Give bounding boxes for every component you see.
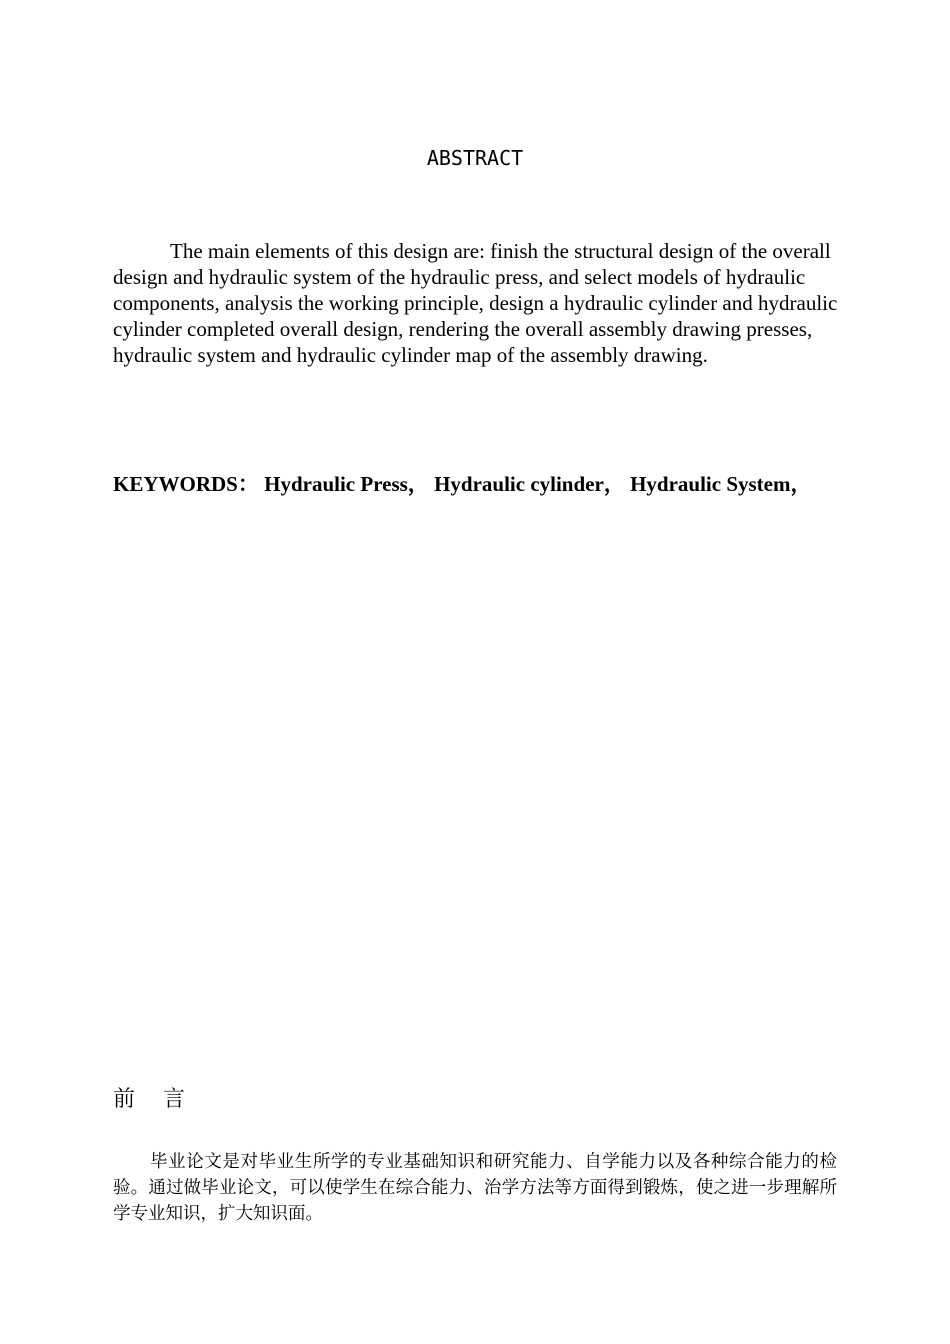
keyword-item: Hydraulic cylinder， bbox=[434, 472, 625, 496]
keyword-item: Hydraulic System， bbox=[630, 472, 812, 496]
keywords-label: KEYWORDS： bbox=[113, 472, 259, 496]
keywords-line bbox=[113, 458, 837, 510]
keyword-item: Hydraulic Press， bbox=[264, 472, 429, 496]
preface-paragraph: 毕业论文是对毕业生所学的专业基础知识和研究能力、自学能力以及各种综合能力的检验。通过做毕业论文，可以使学生在综合能力、治学方法等方面得到锻炼，使之进一步理解所学专业知识，扩大知识面。 bbox=[113, 1152, 837, 1224]
preface-heading: 前 言 bbox=[113, 1087, 185, 1112]
abstract-heading: ABSTRACT bbox=[426, 146, 524, 170]
abstract-paragraph: The main elements of this design are: finish the structural design of the overall design and hydraulic system of the hydraulic press, and select models of hydraulic components, analysis the working principle, design a hydraulic cylinder and hydraulic cylinder completed overall design, rendering the overall assembly drawing presses, hydraulic system and hydraulic cylinder map of the assembly drawing. bbox=[113, 239, 838, 367]
